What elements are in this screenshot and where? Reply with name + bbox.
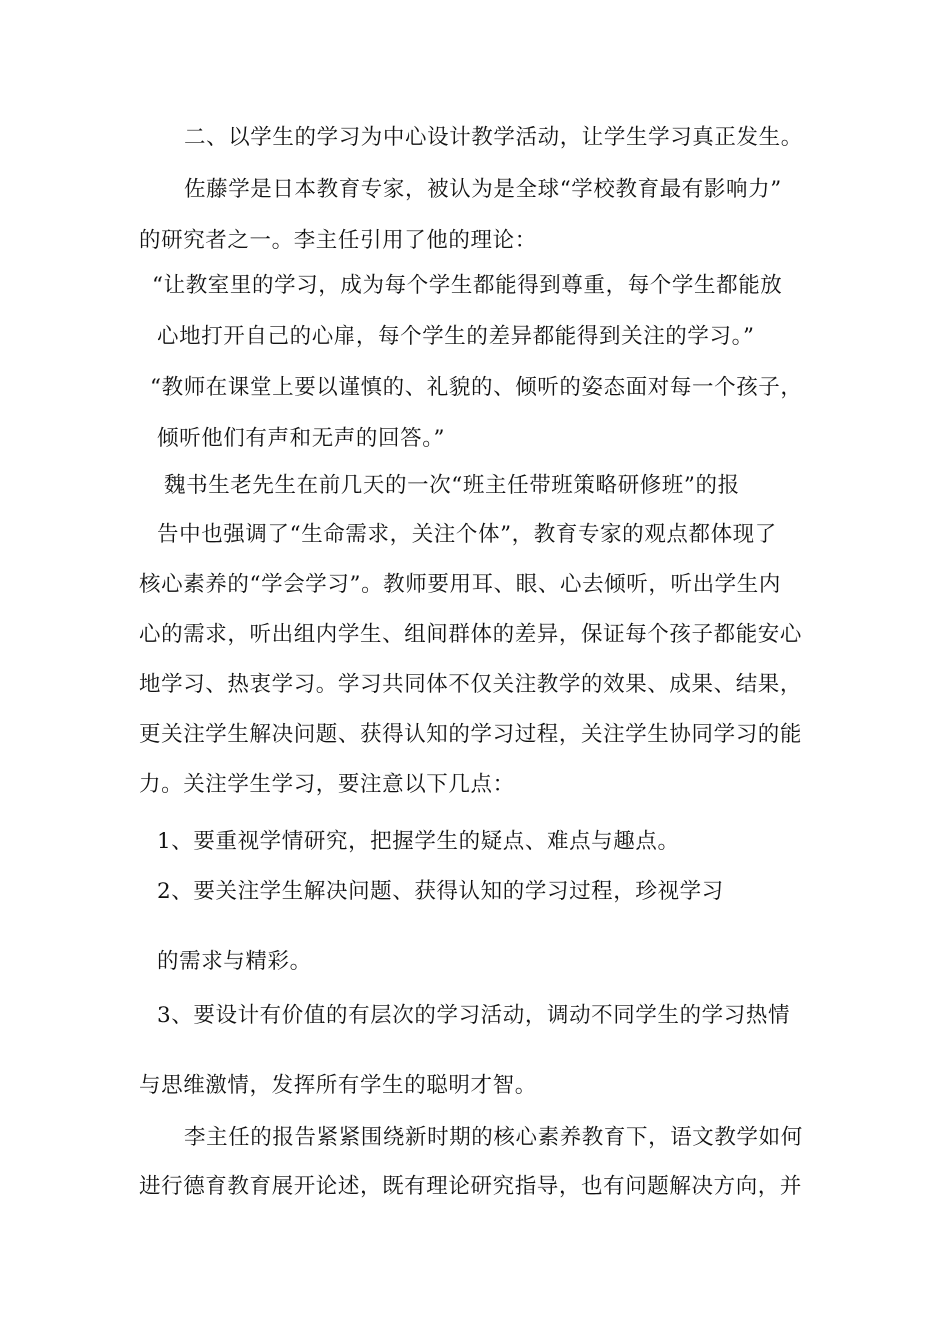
list-item-continuation: 与思维激情，发挥所有学生的聪明才智。 <box>139 1073 537 1098</box>
paragraph-line: 更关注学生解决问题、获得认知的学习过程，关注学生协同学习的能 <box>139 722 803 747</box>
list-item: 1、要重视学情研究，把握学生的疑点、难点与趣点。 <box>157 829 680 854</box>
list-item: 3、要设计有价值的有层次的学习活动，调动不同学生的学习热情 <box>157 1003 791 1028</box>
paragraph-line: 李主任的报告紧紧围绕新时期的核心素养教育下，语文教学如何 <box>184 1125 803 1150</box>
paragraph-line: 进行德育教育展开论述，既有理论研究指导，也有问题解决方向，并 <box>139 1174 803 1199</box>
paragraph-line: 地学习、热衷学习。学习共同体不仅关注教学的效果、成果、结果， <box>139 672 803 697</box>
paragraph-line: 佐藤学是日本教育专家，被认为是全球“学校教育最有影响力” <box>184 177 782 202</box>
list-item: 2、要关注学生解决问题、获得认知的学习过程，珍视学习 <box>157 879 724 904</box>
paragraph-line: 力。关注学生学习，要注意以下几点： <box>139 772 515 797</box>
paragraph-line: 心的需求，听出组内学生、组间群体的差异，保证每个孩子都能安心 <box>139 622 803 647</box>
paragraph-line: 魏书生老先生在前几天的一次“班主任带班策略研修班”的报 <box>164 473 740 498</box>
section-heading: 二、以学生的学习为中心设计教学活动，让学生学习真正发生。 <box>184 125 803 150</box>
paragraph-line: 的研究者之一。李主任引用了他的理论： <box>139 228 537 253</box>
quote-line: “教师在课堂上要以谨慎的、礼貌的、倾听的姿态面对每一个孩子， <box>150 375 803 400</box>
paragraph-line: 核心素养的“学会学习”。教师要用耳、眼、心去倾听，听出学生内 <box>139 572 781 597</box>
list-item-continuation: 的需求与精彩。 <box>157 949 312 974</box>
quote-line: 心地打开自己的心扉，每个学生的差异都能得到关注的学习。” <box>157 324 755 349</box>
quote-line: 倾听他们有声和无声的回答。” <box>157 426 446 451</box>
paragraph-line: 告中也强调了“生命需求，关注个体”，教育专家的观点都体现了 <box>157 522 777 547</box>
quote-line: “让教室里的学习，成为每个学生都能得到尊重，每个学生都能放 <box>152 273 783 298</box>
